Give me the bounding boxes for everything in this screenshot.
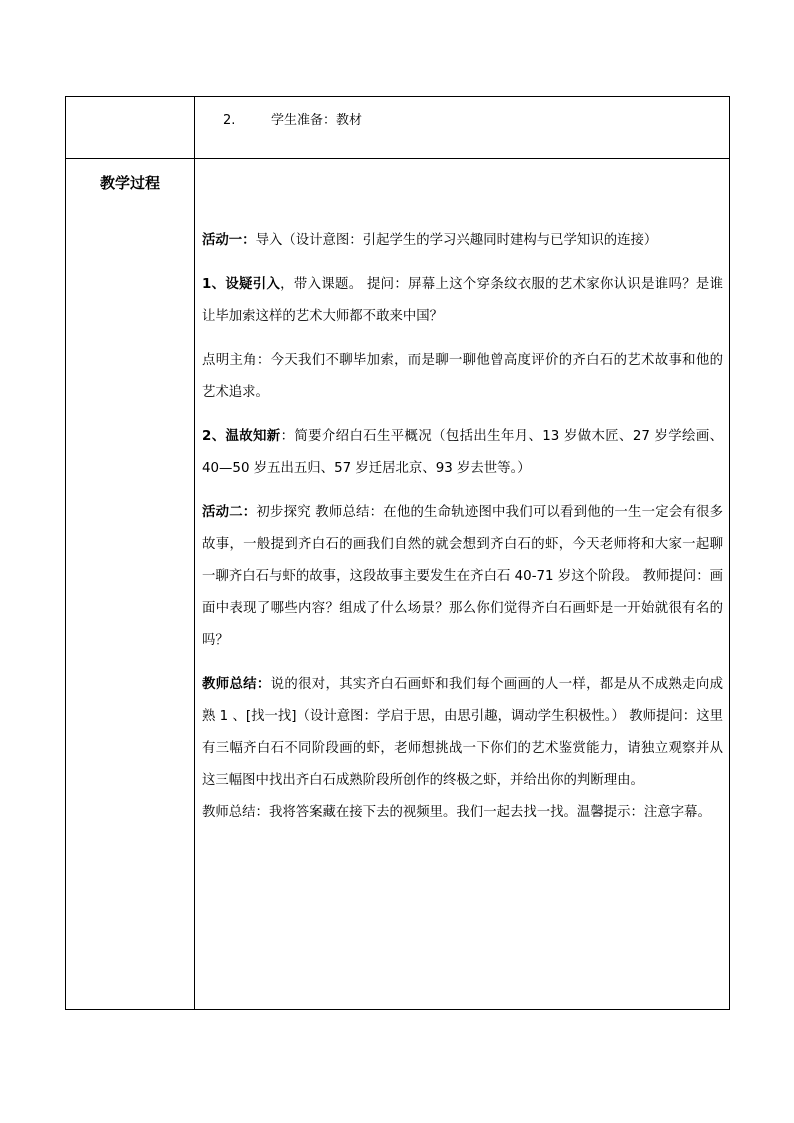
activity-one-heading: 活动一： (202, 233, 256, 248)
step-one-heading: 1、设疑引入 (202, 277, 281, 292)
teacher-summary-heading: 教师总结： (202, 677, 271, 692)
teacher-summary-text: 说的很对，其实齐白石画虾和我们每个画画的人一样，都是从不成熟走向成熟 1 、[找一找]（设计意图：学启于思，由思引趣，调动学生积极性。） 教师提问：这里有三幅齐白石不同阶段画的虾，老师想挑战一下你们的艺术鉴赏能力，请独立观察并从这三幅图中找出齐白石成熟阶段所创作的终极之虾，并给出你的判断理由。 (202, 677, 724, 788)
prep-label-cell (66, 97, 195, 159)
final-summary-paragraph (202, 797, 723, 829)
student-prep-item (223, 111, 729, 131)
activity-one-paragraph (202, 225, 723, 257)
process-label-cell (66, 159, 195, 1010)
step-two-text: ：简要介绍白石生平概况（包括出生年月、13 岁做木匠、27 岁学绘画、40—50 岁五出五归、57 岁迁居北京、93 岁去世等。） (202, 429, 723, 476)
prep-content-cell (195, 97, 730, 159)
step-one-text: ，带入课题。 提问：屏幕上这个穿条纹衣服的艺术家你认识是谁吗？是谁让毕加索这样的艺术大师都不敢来中国？ (202, 277, 723, 324)
point-out-text: 点明主角：今天我们不聊毕加索，而是聊一聊他曾高度评价的齐白石的艺术故事和他的艺术追求。 (202, 353, 723, 400)
process-row (66, 159, 730, 1010)
process-content-cell (195, 159, 730, 1010)
process-body (195, 159, 729, 829)
prep-item-number: 2. (223, 113, 236, 128)
step-two-paragraph (202, 421, 723, 485)
step-one-paragraph (202, 269, 723, 333)
activity-two-text: 初步探究 教师总结：在他的生命轨迹图中我们可以看到他的一生一定会有很多故事，一般提到齐白石的画我们自然的就会想到齐白石的虾，今天老师将和大家一起聊一聊齐白石与虾的故事，这段故事主要发生在齐白石 40-71 岁这个阶段。 教师提问：画面中表现了哪些内容？组成了什么场景？那么你们觉得齐白石画虾是一开始就很有名的吗？ (202, 505, 724, 648)
teacher-summary-paragraph (202, 669, 723, 797)
final-summary-text: 教师总结：我将答案藏在接下去的视频里。我们一起去找一找。温馨提示：注意字幕。 (202, 805, 711, 820)
prep-item-text: 学生准备：教材 (271, 113, 363, 128)
point-out-paragraph (202, 345, 723, 409)
step-two-heading: 2、温故知新 (202, 429, 281, 444)
lesson-plan-table (65, 96, 730, 1010)
process-section-label: 教学过程 (99, 174, 160, 192)
activity-one-text: 导入（设计意图：引起学生的学习兴趣同时建构与已学知识的连接） (255, 233, 658, 248)
prep-row (66, 97, 730, 159)
activity-two-paragraph (202, 497, 723, 657)
activity-two-heading: 活动二： (202, 505, 257, 520)
